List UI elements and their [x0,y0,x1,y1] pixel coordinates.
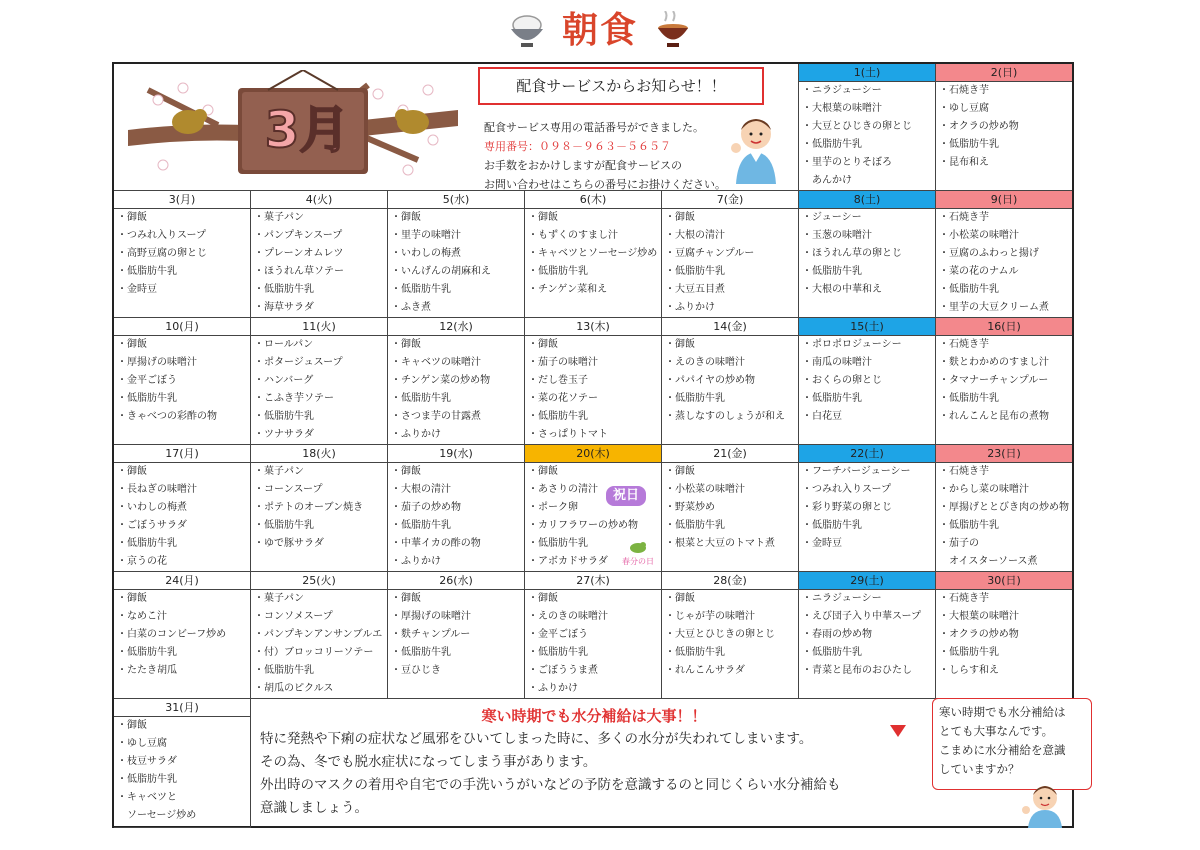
menu-item: ・茄子の [939,538,979,549]
notice-line: 配食サービス専用の電話番号ができました。 [484,121,704,134]
day-header: 20(木) [525,445,661,463]
menu-item: ・石焼き芋 [939,85,989,96]
menu-item: ・つみれ入りスープ [802,484,891,495]
day-header: 10(月) [114,318,250,336]
day-header: 23(日) [936,445,1072,463]
menu-item: ・大根葉の味噌汁 [939,611,1019,622]
day-cell [525,318,662,445]
menu-item: ・ハンバーグ [254,375,314,386]
menu-list [525,209,661,299]
day-header: 14(金) [662,318,798,336]
menu-item: ・御飯 [391,339,421,350]
menu-item: ・金時豆 [802,538,842,549]
day-header: 5(水) [388,191,524,209]
day-cell [388,191,525,318]
menu-item: ・白花豆 [802,411,842,422]
menu-item: ・里芋の大豆クリーム煮 [939,302,1049,313]
menu-item: ・えび団子入り中華スープ [802,611,921,622]
menu-list [251,336,387,444]
menu-item: ・御飯 [117,720,147,731]
day-cell [525,572,662,699]
menu-list [799,590,935,680]
menu-item: ・低脂肪牛乳 [528,538,588,549]
menu-item: ・えのきの味噌汁 [528,611,608,622]
menu-list [251,209,387,317]
menu-item: ・ごぼううま煮 [528,665,598,676]
holiday-sticker [606,486,646,506]
menu-item: ・いわしの梅煮 [391,248,461,259]
menu-item: ・ほうれん草の卵とじ [802,248,902,259]
menu-item: ・パンプキンアンサンブルエ [254,629,383,640]
menu-item: ・彩り野菜の卵とじ [802,502,892,513]
day-cell [662,191,799,318]
menu-item: ・ツナサラダ [254,429,314,440]
day-header: 7(金) [662,191,798,209]
day-header: 31(月) [114,699,250,717]
day-header: 8(土) [799,191,935,209]
menu-list [662,336,798,426]
notice-line: お問い合わせはこちらの番号にお掛けください。 [484,178,726,191]
menu-item: ・御飯 [665,593,695,604]
day-header: 22(土) [799,445,935,463]
notice-line: お手数をおかけしますが配食サービスの [484,159,682,172]
menu-list [388,336,524,444]
menu-item: ・低脂肪牛乳 [939,393,999,404]
menu-item: ・長ねぎの味噌汁 [117,484,197,495]
menu-item: ・低脂肪牛乳 [117,774,177,785]
day-header: 29(土) [799,572,935,590]
menu-item: ・低脂肪牛乳 [117,538,177,549]
day-header: 3(月) [114,191,250,209]
day-cell [662,572,799,699]
menu-item: ・チンゲン菜和え [528,284,608,295]
menu-item: ・えのきの味噌汁 [665,357,745,368]
menu-item: ・御飯 [391,212,421,223]
menu-item: ・ニラジューシー [802,85,882,96]
menu-item: ・麩チャンプルー [391,629,471,640]
menu-item: ・しらす和え [939,665,999,676]
day-cell [936,64,1072,191]
menu-list [662,590,798,680]
day-header: 2(日) [936,64,1072,82]
menu-item: ・おくらの卵とじ [802,375,882,386]
menu-list [114,209,250,299]
menu-item: ・いんげんの胡麻和え [391,266,491,277]
day-cell [251,191,388,318]
bubble-line: 寒い時期でも水分補給は [939,705,1066,719]
menu-item: ・青菜と昆布のおひたし [802,665,912,676]
menu-item: ・低脂肪牛乳 [939,139,999,150]
notice-title: 配食サービスからお知らせ！！ [478,67,764,105]
menu-item: ・茄子の味噌汁 [528,357,598,368]
hydration-line: 外出時のマスクの着用や自宅での手洗いうがいなどの予防を意識するのと同じくらい水分補給も [260,777,841,793]
day-header: 24(月) [114,572,250,590]
day-cell [251,445,388,572]
menu-item: ・茄子の炒め物 [391,502,461,513]
menu-item: ・小松菜の味噌汁 [665,484,745,495]
day-cell [251,572,388,699]
day-cell [114,445,251,572]
bird-icon [628,540,648,554]
menu-item: ・ごぼうサラダ [117,520,187,531]
day-header: 28(金) [662,572,798,590]
menu-item: ・だし巻玉子 [528,375,588,386]
menu-item: ・こふき芋ソテー [254,393,334,404]
menu-item: ・チンゲン菜の炒め物 [391,375,491,386]
menu-item: ・ポロポロジューシー [802,339,902,350]
menu-item: ・中華イカの酢の物 [391,538,481,549]
menu-item: ・もずくのすまし汁 [528,230,618,241]
menu-item: ・じゃが芋の味噌汁 [665,611,755,622]
menu-list [114,717,250,825]
holiday-label: 祝日 [606,486,646,506]
menu-item: ・低脂肪牛乳 [802,647,862,658]
day-cell [662,318,799,445]
day-header: 12(水) [388,318,524,336]
menu-item: ・豆腐のふわっと揚げ [939,248,1039,259]
day-cell [799,191,936,318]
menu-list [799,82,935,190]
menu-item: ・からし菜の味噌汁 [939,484,1029,495]
menu-item: ・低脂肪牛乳 [802,520,862,531]
menu-item: ・アボカドサラダ [528,556,608,567]
menu-item: ・低脂肪牛乳 [117,266,177,277]
menu-item: ・ポーク卵 [528,502,578,513]
menu-item: ・低脂肪牛乳 [117,393,177,404]
page-title: 朝食 [561,10,638,51]
menu-item: ・御飯 [391,593,421,604]
menu-item: ・あさりの清汁 [528,484,598,495]
notice-body [484,118,726,194]
menu-item: ・キャベツとソーセージ炒め [528,248,658,259]
menu-item: ・御飯 [528,339,558,350]
day-cell [251,318,388,445]
menu-item: ・低脂肪牛乳 [939,284,999,295]
menu-item: ・ふりかけ [665,302,715,313]
menu-item: ・南瓜の味噌汁 [802,357,872,368]
rice-bowl-icon [507,11,547,51]
menu-item: ・低脂肪牛乳 [254,665,314,676]
menu-item: ・低脂肪牛乳 [802,266,862,277]
menu-item: ・春雨の炒め物 [802,629,872,640]
day-cell [114,699,251,828]
menu-item: ・厚揚げの味噌汁 [391,611,471,622]
menu-item: ・ゆし豆腐 [117,738,167,749]
menu-item: ・大豆とひじきの卵とじ [802,121,912,132]
menu-item: ・いわしの梅煮 [117,502,187,513]
menu-item: ・低脂肪牛乳 [391,393,451,404]
menu-item: ・さっぱりトマト [528,429,608,440]
menu-item: ・ポタージュスープ [254,357,343,368]
menu-item: ・菜の花のナムル [939,266,1019,277]
menu-list [251,463,387,553]
miso-soup-icon [653,11,693,51]
staff-avatar-icon [1018,782,1068,828]
day-cell [936,191,1072,318]
day-cell [114,191,251,318]
menu-item: ・ふりかけ [391,556,441,567]
day-cell [936,445,1072,572]
page-header [0,6,1200,56]
menu-item: ・金時豆 [117,284,157,295]
menu-item: ・低脂肪牛乳 [802,139,862,150]
menu-item: ・低脂肪牛乳 [254,520,314,531]
menu-list [936,82,1072,172]
day-cell [114,318,251,445]
menu-item: ・胡瓜のピクルス [254,683,334,694]
menu-list [114,590,250,680]
menu-list [799,336,935,426]
menu-item: ・御飯 [117,212,147,223]
menu-item: ・里芋の味噌汁 [391,230,461,241]
day-cell [114,572,251,699]
day-header: 18(火) [251,445,387,463]
menu-item: ・コーンスープ [254,484,323,495]
menu-item: ・オクラの炒め物 [939,121,1019,132]
menu-item: オイスターソース煮 [939,556,1038,567]
day-header: 9(日) [936,191,1072,209]
day-cell [799,64,936,191]
menu-list [388,463,524,571]
menu-item: ・大豆とひじきの卵とじ [665,629,775,640]
menu-item: ・菓子パン [254,466,304,477]
menu-item: ・玉葱の味噌汁 [802,230,872,241]
menu-item: ・オクラの炒め物 [939,629,1019,640]
menu-item: ・キャベツと [117,792,177,803]
equinox-label: 春分の日 [622,557,654,566]
menu-item: ・御飯 [117,593,147,604]
menu-list [799,463,935,553]
menu-list [388,209,524,317]
menu-item: ・低脂肪牛乳 [528,411,588,422]
menu-item: ・ニラジューシー [802,593,882,604]
day-cell [799,445,936,572]
hydration-message [254,706,934,820]
menu-item: ・金平ごぼう [117,375,177,386]
menu-item: ・大根葉の味噌汁 [802,103,882,114]
menu-item: ・フーチバージューシー [802,466,911,477]
day-header: 11(火) [251,318,387,336]
day-cell [936,572,1072,699]
menu-list [525,590,661,698]
equinox-sticker [614,540,662,567]
menu-item: ・ゆし豆腐 [939,103,989,114]
menu-item: ・れんこんと昆布の煮物 [939,411,1049,422]
speech-bubble [932,698,1092,790]
menu-item: ・大根の清汁 [665,230,725,241]
hydration-title: 寒い時期でも水分補給は大事！！ [481,707,707,725]
menu-item: ・たたき胡瓜 [117,665,177,676]
menu-item: ・金平ごぼう [528,629,588,640]
menu-item: ・御飯 [528,593,558,604]
menu-item: ・ポテトのオーブン焼き [254,502,364,513]
hydration-line: 意識しましょう。 [260,800,368,816]
day-header: 6(木) [525,191,661,209]
menu-item: ・御飯 [528,466,558,477]
menu-item: ・つみれ入りスープ [117,230,206,241]
hydration-line: その為、冬でも脱水症状になってしまう事があります。 [260,754,597,770]
menu-item: ・付）ブロッコリーソテー [254,647,374,658]
bubble-line: していますか？ [939,762,1020,776]
menu-list [936,463,1072,571]
menu-item: ・カリフラワーの炒め物 [528,520,638,531]
menu-item: ・御飯 [117,466,147,477]
month-label: 3月 [264,101,350,159]
menu-item: ・麩とわかめのすまし汁 [939,357,1049,368]
day-header: 30(日) [936,572,1072,590]
menu-item: ・ゆで豚サラダ [254,538,324,549]
menu-item: ・ふりかけ [391,429,441,440]
menu-item: ・豆腐チャンプルー [665,248,755,259]
menu-item: ・小松菜の味噌汁 [939,230,1019,241]
menu-item: ・きゃべつの彩酢の物 [117,411,217,422]
menu-list [525,336,661,444]
menu-item: ・石焼き芋 [939,593,989,604]
day-header: 26(水) [388,572,524,590]
menu-item: ・キャベツの味噌汁 [391,357,481,368]
day-header: 15(土) [799,318,935,336]
menu-item: ・白菜のコンビーフ炒め [117,629,227,640]
day-header: 25(火) [251,572,387,590]
menu-list [388,590,524,680]
menu-item: ・低脂肪牛乳 [254,284,314,295]
menu-item: ・菜の花ソテー [528,393,598,404]
menu-item: ・低脂肪牛乳 [391,520,451,531]
hydration-body [254,728,934,820]
menu-item: ・低脂肪牛乳 [665,266,725,277]
day-cell [936,318,1072,445]
menu-item: ・低脂肪牛乳 [665,393,725,404]
menu-item: ・枝豆サラダ [117,756,177,767]
menu-item: ・厚揚げの味噌汁 [117,357,197,368]
menu-list [114,336,250,426]
menu-list [662,209,798,317]
day-header: 13(木) [525,318,661,336]
menu-item: ・低脂肪牛乳 [665,520,725,531]
menu-item: ・低脂肪牛乳 [528,266,588,277]
menu-item: ・里芋のとりそぼろ [802,157,892,168]
menu-item: ・ロールパン [254,339,314,350]
day-cell [388,318,525,445]
day-cell [799,572,936,699]
menu-item: ・御飯 [665,466,695,477]
hydration-line: 特に発熱や下痢の症状など風邪をひいてしまった時に、多くの水分が失われてしまいます。 [260,731,813,747]
menu-item: ・石焼き芋 [939,339,989,350]
menu-item: ・パンプキンスープ [254,230,343,241]
menu-item: ・低脂肪牛乳 [254,411,314,422]
menu-list [251,590,387,698]
menu-item: ・さつま芋の甘露煮 [391,411,481,422]
menu-item: ・低脂肪牛乳 [802,393,862,404]
menu-item: ・御飯 [117,339,147,350]
menu-list [936,590,1072,680]
bubble-tail [890,725,906,737]
menu-item: ・大根の清汁 [391,484,451,495]
menu-item: ・菓子パン [254,593,304,604]
menu-item: ・ふりかけ [528,683,578,694]
day-header: 21(金) [662,445,798,463]
menu-item: ・菓子パン [254,212,304,223]
menu-item: ・ほうれん草ソテー [254,266,344,277]
menu-item: ・ふき煮 [391,302,431,313]
menu-list [936,209,1072,317]
bubble-line: とても大事なんです。 [939,724,1054,738]
menu-item: ・低脂肪牛乳 [391,647,451,658]
menu-item: ・パパイヤの炒め物 [665,375,755,386]
menu-item: ・根菜と大豆のトマト煮 [665,538,775,549]
menu-item: ・ジューシー [802,212,862,223]
menu-item: ・石焼き芋 [939,466,989,477]
menu-item: ・厚揚げととびき肉の炒め物 [939,502,1069,513]
menu-item: ・蒸しなすのしょうが和え [665,411,785,422]
day-header: 17(月) [114,445,250,463]
bubble-line: こまめに水分補給を意識 [939,743,1066,757]
menu-item: ・御飯 [665,339,695,350]
menu-item: ・石焼き芋 [939,212,989,223]
menu-item: ・低脂肪牛乳 [939,647,999,658]
day-header: 1(土) [799,64,935,82]
menu-item: ・プレーンオムレツ [254,248,344,259]
menu-item: あんかけ [802,175,852,186]
menu-item: ・低脂肪牛乳 [665,647,725,658]
menu-item: ・低脂肪牛乳 [391,284,451,295]
menu-item: ・高野豆腐の卵とじ [117,248,207,259]
menu-item: ・御飯 [391,466,421,477]
day-cell [388,445,525,572]
menu-list [114,463,250,571]
menu-item: ・豆ひじき [391,665,441,676]
menu-list [662,463,798,553]
menu-item: ・京うの花 [117,556,167,567]
menu-item: ・野菜炒め [665,502,715,513]
day-header: 19(水) [388,445,524,463]
menu-item: ・昆布和え [939,157,989,168]
day-header: 4(火) [251,191,387,209]
menu-item: ・低脂肪牛乳 [117,647,177,658]
menu-item: ソーセージ炒め [117,810,197,821]
menu-item: ・コンソメスープ [254,611,333,622]
menu-item: ・れんこんサラダ [665,665,745,676]
staff-avatar-icon [728,112,780,184]
menu-calendar [112,62,1074,828]
day-header: 16(日) [936,318,1072,336]
notice-phone: 専用番号：０９８－９６３－５６５７ [484,140,671,153]
day-cell [388,572,525,699]
menu-item: ・低脂肪牛乳 [528,647,588,658]
menu-item: ・御飯 [665,212,695,223]
menu-list [936,336,1072,426]
menu-item: ・大豆五目煮 [665,284,725,295]
day-header: 27(木) [525,572,661,590]
day-cell [799,318,936,445]
menu-list [799,209,935,299]
menu-item: ・タマナーチャンプルー [939,375,1049,386]
menu-item: ・低脂肪牛乳 [939,520,999,531]
menu-item: ・大根の中華和え [802,284,882,295]
day-cell [525,191,662,318]
day-cell [662,445,799,572]
menu-item: ・御飯 [528,212,558,223]
menu-item: ・なめこ汁 [117,611,167,622]
menu-item: ・海草サラダ [254,302,314,313]
